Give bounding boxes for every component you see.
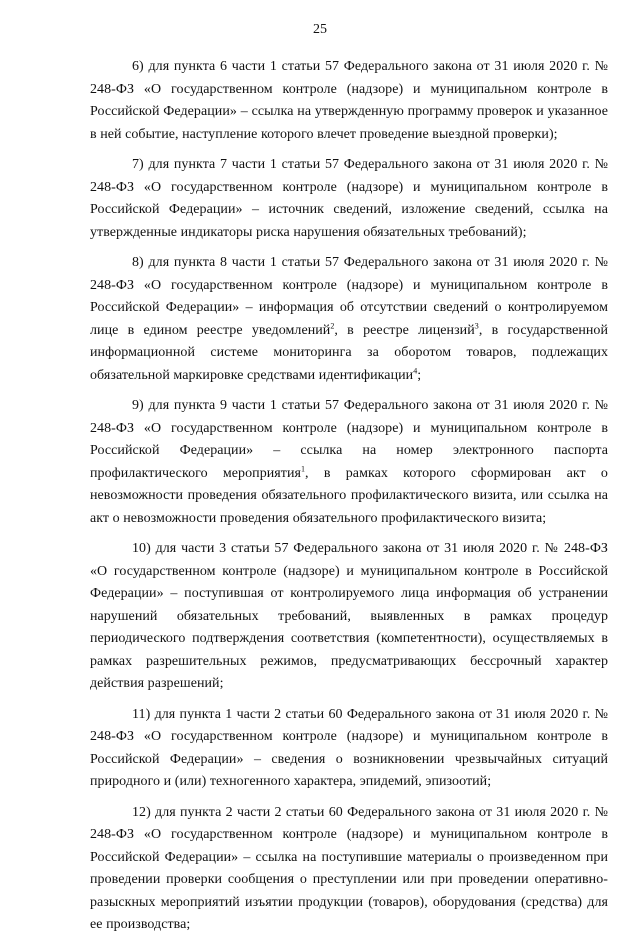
- paragraph-item-9-text-2: , в рамках которого сформирован акт о невозможности проведения обязательного профилактического визита, или ссылка на акт о невозможности проведения обязательного профилактического визита;: [90, 465, 608, 526]
- footnote-ref-2: 2: [330, 320, 335, 330]
- footnote-ref-1: 1: [300, 463, 306, 473]
- paragraph-item-7: 7) для пункта 7 части 1 статьи 57 Федерального закона от 31 июля 2020 г. № 248-ФЗ «О государственном контроле (надзоре) и муниципальном контроле в Российской Федерации» – источник сведений, изложение сведений, ссылка на утвержденные индикаторы риска нарушения обязательных требований);: [90, 157, 608, 240]
- page-number: 25: [313, 22, 327, 37]
- footnote-ref-3: 3: [474, 320, 479, 330]
- paragraph-item-10: 10) для части 3 статьи 57 Федерального закона от 31 июля 2020 г. № 248-ФЗ «О государственном контроле (надзоре) и муниципальном контроле в Российской Федерации» – поступившая от контролируемого лица информация об устранении нарушений обязательных требований, выявленных в рамках процедур периодического подтверждения соответствия (компетентности), осуществляемых в рамках разрешительных режимов, предусматривающих бессрочный характер действия разрешений;: [90, 541, 608, 691]
- document-body: [90, 56, 608, 945]
- paragraph-item-8-text-1: 8) для пункта 8 части 1 статьи 57 Федерального закона от 31 июля 2020 г. № 248-ФЗ «О государственном контроле (надзоре) и муниципальном контроле в Российской Федерации» – информация об отсутствии сведений о контролируемом лице в едином реестре уведомлений: [90, 255, 608, 338]
- paragraph-item-9-text-1: 9) для пункта 9 части 1 статьи 57 Федерального закона от 31 июля 2020 г. № 248-ФЗ «О государственном контроле (надзоре) и муниципальном контроле в Российской Федерации» – ссылка на номер электронного паспорта профилактического мероприятия: [90, 398, 608, 481]
- footnote-ref-4: 4: [413, 365, 418, 375]
- paragraph-item-8-text-3: , в государственной информационной системе мониторинга за оборотом товаров, подлежащих обязательной маркировке средствами идентификации: [90, 322, 609, 383]
- paragraph-item-9: [90, 395, 608, 530]
- paragraph-item-11: 11) для пункта 1 части 2 статьи 60 Федерального закона от 31 июля 2020 г. № 248-ФЗ «О государственном контроле (надзоре) и муниципальном контроле в Российской Федерации» – сведения о возникновении чрезвычайных ситуаций природного и (или) техногенного характера, эпидемий, эпизоотий;: [90, 706, 608, 789]
- paragraph-item-12: 12) для пункта 2 части 2 статьи 60 Федерального закона от 31 июля 2020 г. № 248-ФЗ «О государственном контроле (надзоре) и муниципальном контроле в Российской Федерации» – ссылка на поступившие материалы о произведенном при проведении проверки сообщения о преступлении или при проведении оперативно-разыскных мероприятий изъятии продукции (товаров), оборудования (средства) для ее производства;: [90, 804, 608, 932]
- paragraph-item-8-text-2: , в реестре лицензий: [334, 322, 475, 338]
- paragraph-item-8-text-4: ;: [417, 367, 422, 383]
- paragraph-item-6: 6) для пункта 6 части 1 статьи 57 Федерального закона от 31 июля 2020 г. № 248-ФЗ «О государственном контроле (надзоре) и муниципальном контроле в Российской Федерации» – ссылка на утвержденную программу проверок и указанное в ней событие, наступление которого влечет проведение выездной проверки);: [90, 59, 608, 142]
- paragraph-item-8: [90, 252, 608, 387]
